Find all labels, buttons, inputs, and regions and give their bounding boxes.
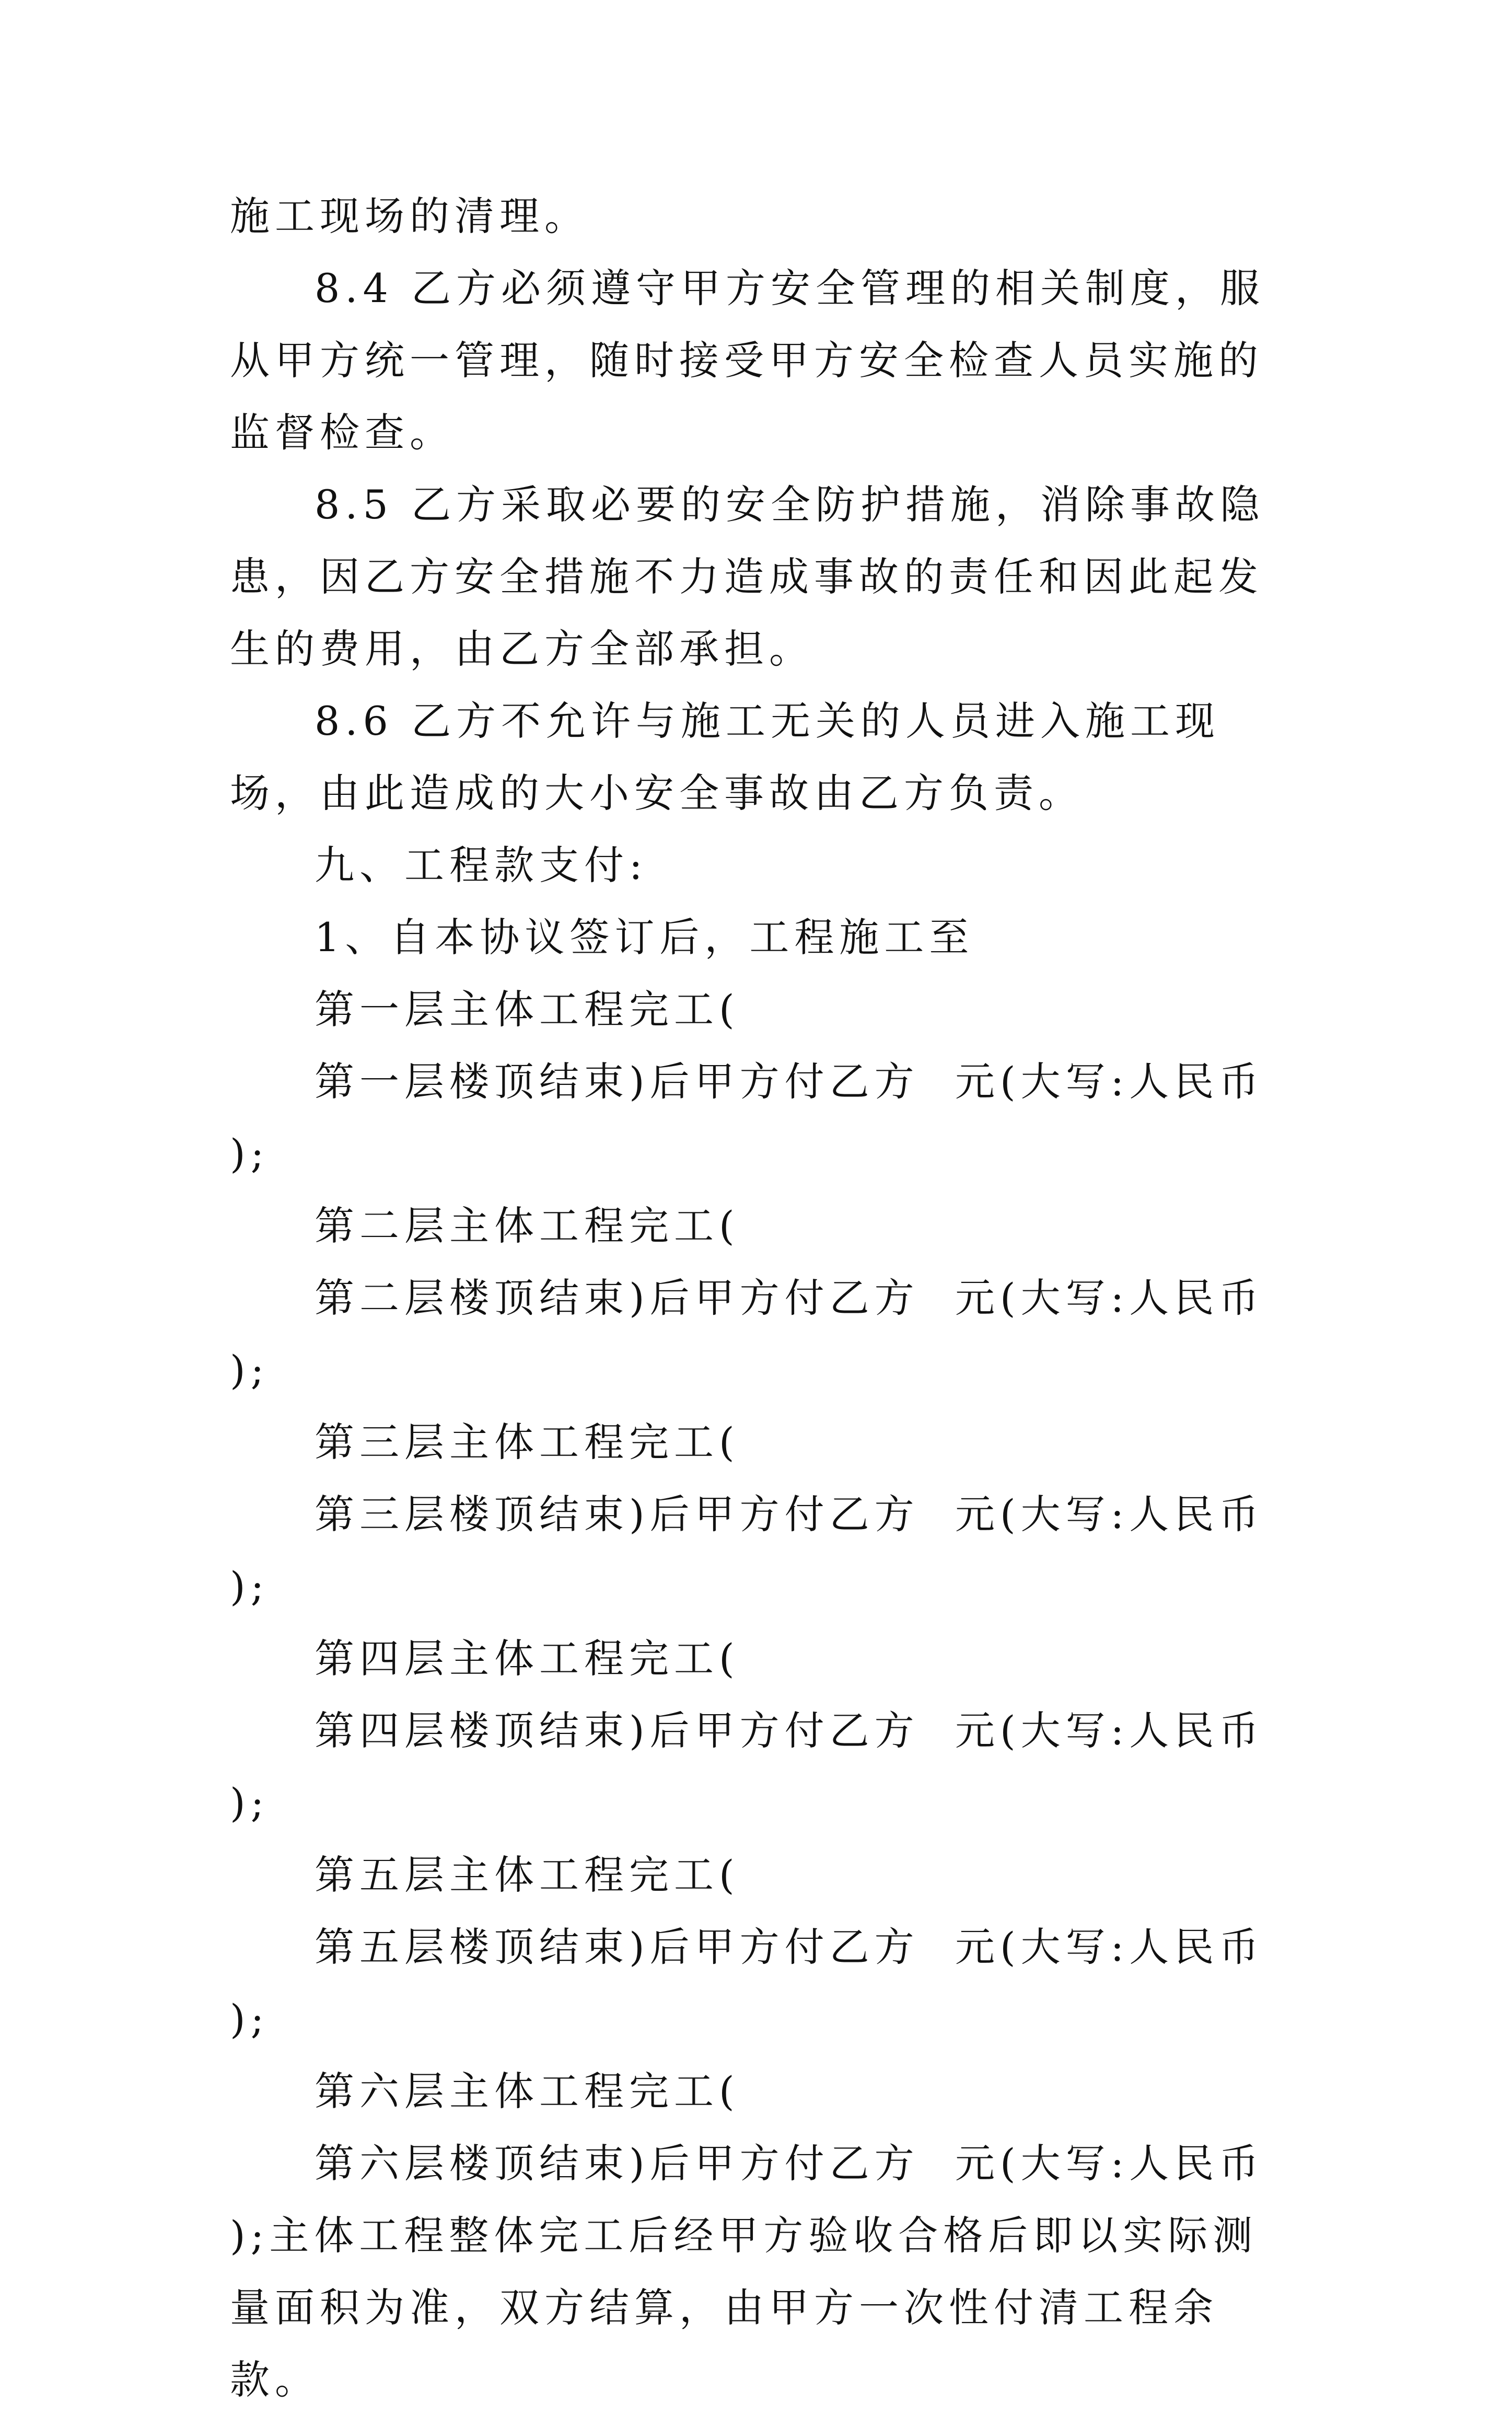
paragraph-site-cleanup: 施工现场的清理。 — [230, 193, 589, 239]
paragraph-8-4: 8.4 乙方必须遵守甲方安全管理的相关制度，服从甲方统一管理，随时接受甲方安全检查人员实施的监督检查。 — [230, 265, 1265, 456]
paragraph-floor-5-payment: 第五层楼顶结束)后甲方付乙方 元(大写:人民币 ); — [230, 1924, 1282, 2042]
paragraph-floor-6-payment-and-settlement: 第六层楼顶结束)后甲方付乙方 元(大写:人民币 );主体工程整体完工后经甲方验收合格后即以实际测量面积为准，双方结算，由甲方一次性付清工程余款。 — [230, 2140, 1282, 2403]
paragraph-payment-intro: 1、自本协议签订后，工程施工至 — [315, 914, 974, 961]
paragraph-8-5: 8.5 乙方采取必要的安全防护措施，消除事故隐患，因乙方安全措施不力造成事故的责任和因此起发生的费用，由乙方全部承担。 — [230, 481, 1265, 672]
paragraph-floor-1-payment: 第一层楼顶结束)后甲方付乙方 元(大写:人民币 ); — [230, 1058, 1282, 1177]
paragraph-floor-1-completion: 第一层主体工程完工( — [315, 986, 740, 1033]
paragraph-floor-4-payment: 第四层楼顶结束)后甲方付乙方 元(大写:人民币 ); — [230, 1707, 1282, 1826]
paragraph-floor-2-completion: 第二层主体工程完工( — [315, 1203, 740, 1249]
section-heading-payment: 九、工程款支付: — [315, 842, 648, 888]
paragraph-floor-2-payment: 第二层楼顶结束)后甲方付乙方 元(大写:人民币 ); — [230, 1275, 1282, 1393]
paragraph-floor-5-completion: 第五层主体工程完工( — [315, 1852, 740, 1898]
paragraph-floor-6-completion: 第六层主体工程完工( — [315, 2068, 740, 2114]
document-body — [230, 180, 1296, 2416]
paragraph-floor-3-payment: 第三层楼顶结束)后甲方付乙方 元(大写:人民币 ); — [230, 1491, 1282, 1610]
paragraph-8-6: 8.6 乙方不允许与施工无关的人员进入施工现场，由此造成的大小安全事故由乙方负责。 — [230, 698, 1220, 816]
paragraph-floor-3-completion: 第三层主体工程完工( — [315, 1419, 740, 1465]
paragraph-floor-4-completion: 第四层主体工程完工( — [315, 1635, 740, 1682]
